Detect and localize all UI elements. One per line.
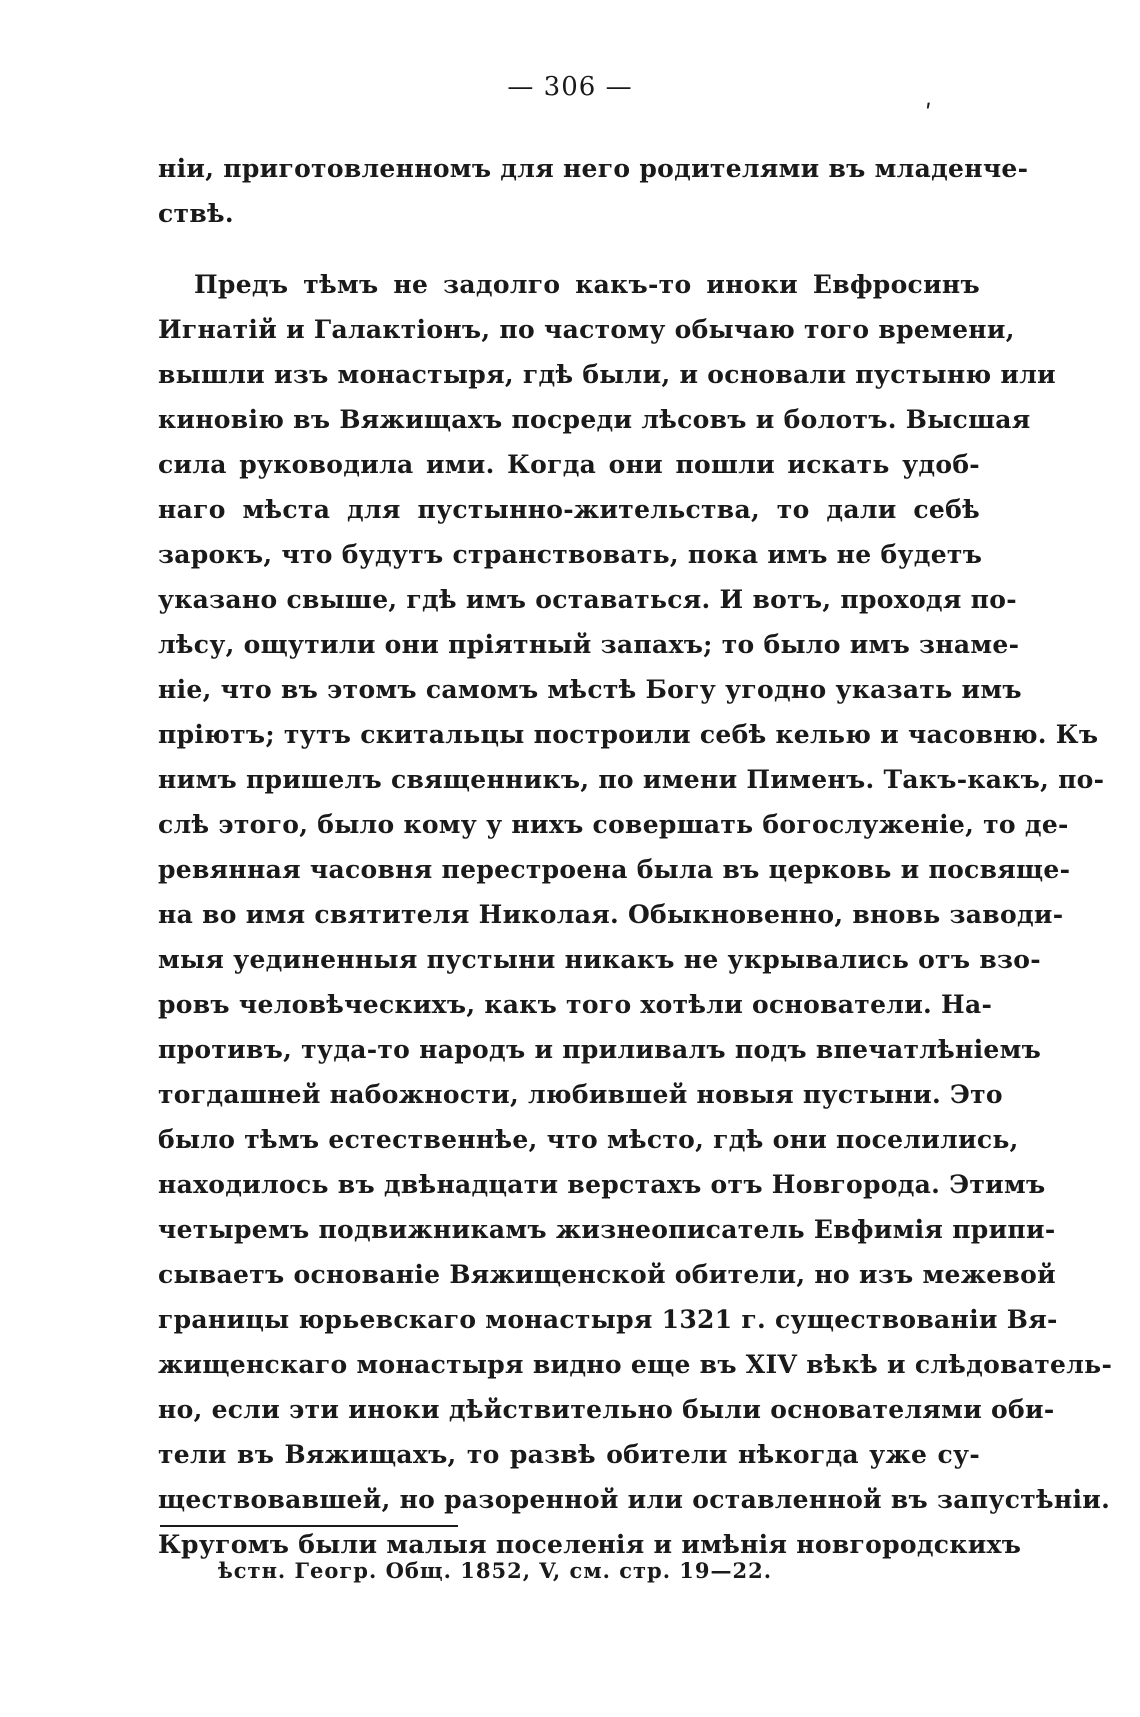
text-line: сила руководила ими. Когда они пошли искать удоб- <box>158 450 980 479</box>
footnote-divider <box>160 1525 458 1527</box>
text-line: границы юрьевскаго монастыря 1321 г. существованіи Вя- <box>158 1305 1058 1334</box>
text-line: тели въ Вяжищахъ, то развѣ обители нѣкогда уже су- <box>158 1440 980 1469</box>
text-line: слѣ этого, было кому у нихъ совершать богослуженіе, то де- <box>158 810 1069 839</box>
text-line: четыремъ подвижникамъ жизнеописатель Евфимія припи- <box>158 1215 1056 1244</box>
footnote: ѣстн. Геогр. Общ. 1852, V, см. стр. 19—22. <box>218 1558 773 1583</box>
text-line: ніи, приготовленномъ для него родителями въ младенче- <box>158 154 1029 183</box>
text-line: Кругомъ были малыя поселенія и имѣнія новгородскихъ <box>158 1530 1022 1559</box>
stray-mark: ʹ <box>925 100 932 128</box>
text-line: находилось въ двѣнадцати верстахъ отъ Новгорода. Этимъ <box>158 1170 1046 1199</box>
text-line: ніе, что въ этомъ самомъ мѣстѣ Богу угодно указать имъ <box>158 675 1022 704</box>
text-line: киновію въ Вяжищахъ посреди лѣсовъ и болотъ. Высшая <box>158 405 1031 434</box>
text-line: сываетъ основаніе Вяжищенской обители, но изъ межевой <box>158 1260 1056 1289</box>
text-line: вышли изъ монастыря, гдѣ были, и основали пустыню или <box>158 360 1057 389</box>
paragraph-1 <box>158 146 1029 236</box>
text-line: мыя уединенныя пустыни никакъ не укрывались отъ взо- <box>158 945 1041 974</box>
text-line: но, если эти иноки дѣйствительно были основателями оби- <box>158 1395 1055 1424</box>
text-line: ствѣ. <box>158 199 234 228</box>
text-line: Игнатій и Галактіонъ, по частому обычаю того времени, <box>158 315 1015 344</box>
text-line: жищенскаго монастыря видно еще въ XIV вѣкѣ и слѣдователь- <box>158 1350 1113 1379</box>
body-text <box>158 146 1113 1567</box>
text-line: зарокъ, что будутъ странствовать, пока имъ не будетъ <box>158 540 983 569</box>
page-number: — 306 — <box>507 72 633 102</box>
text-line: ществовавшей, но разоренной или оставленной въ запустѣніи. <box>158 1485 1111 1514</box>
text-line: было тѣмъ естественнѣе, что мѣсто, гдѣ они поселились, <box>158 1125 1019 1154</box>
text-line: ровъ человѣческихъ, какъ того хотѣли основатели. На- <box>158 990 993 1019</box>
text-line: тогдашней набожности, любившей новыя пустыни. Это <box>158 1080 1003 1109</box>
text-line: наго мѣста для пустынно-жительства, то дали себѣ <box>158 495 980 524</box>
text-line: Предъ тѣмъ не задолго какъ-то иноки Евфросинъ <box>194 270 980 299</box>
text-line: ревянная часовня перестроена была въ церковь и посвяще- <box>158 855 1071 884</box>
text-line: указано свыше, гдѣ имъ оставаться. И вотъ, проходя по- <box>158 585 1017 614</box>
text-line: лѣсу, ощутили они пріятный запахъ; то было имъ знаме- <box>158 630 1020 659</box>
text-line: на во имя святителя Николая. Обыкновенно, вновь заводи- <box>158 900 1064 929</box>
paragraph-2 <box>158 262 1113 1567</box>
text-line: противъ, туда-то народъ и приливалъ подъ впечатлѣніемъ <box>158 1035 1042 1064</box>
text-line: нимъ пришелъ священникъ, по имени Пименъ. Такъ-какъ, по- <box>158 765 1105 794</box>
text-line: пріютъ; тутъ скитальцы построили себѣ келью и часовню. Къ <box>158 720 1099 749</box>
